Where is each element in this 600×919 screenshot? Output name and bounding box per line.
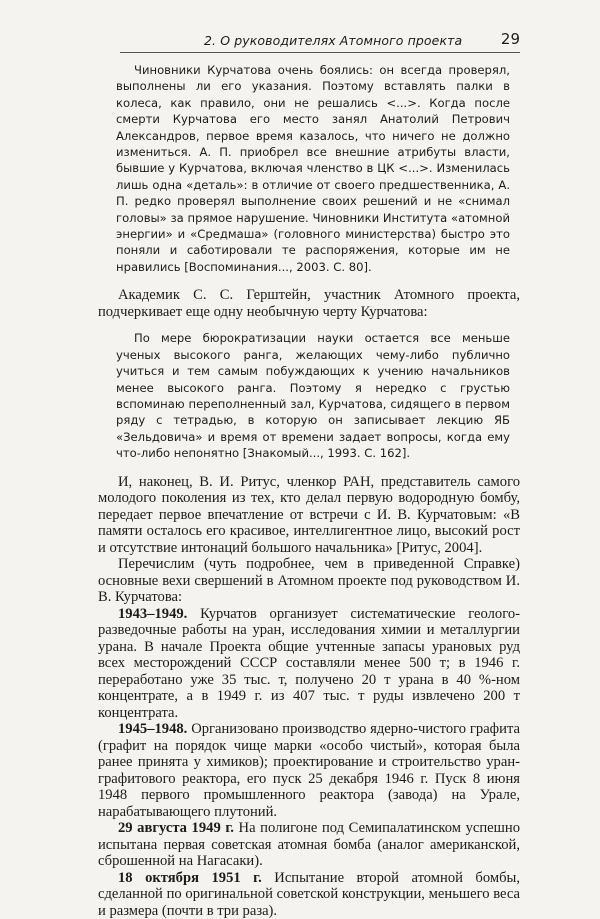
paragraph-ritus: И, наконец, В. И. Ритус, членкор РАН, представитель самого молодого поколения из тех, кто делал первую водородную бомбу, передает первое впечатление от встречи с И. В. Курчатовым: «В памяти осталось его красивое, интеллигентное лицо, высокий рост и отсутствие интонаций большого начальника» [Ритус, 2004]. bbox=[98, 473, 520, 556]
milestone-text: На полигоне под Семипалатинском успешно испытана первая советская атомная бомба (аналог американской, сброшенной на Нагасаки). bbox=[98, 820, 520, 870]
milestone-item bbox=[98, 721, 520, 820]
page-body bbox=[98, 62, 520, 919]
milestone-date: 1943–1949. bbox=[118, 605, 188, 622]
page-header bbox=[120, 30, 520, 53]
running-title: 2. О руководителях Атомного проекта bbox=[204, 33, 463, 48]
quote-kurchatov-officials: Чиновники Курчатова очень боялись: он всегда проверял, выполнены ли его указания. Поэтому вставлять палки в колеса, как правило, они не решались <...>. Когда после смерти Курчатова его место занял Анатолий Петрович Александров, первое время казалось, что ничего не должно измениться. А. П. приобрел все внешние атрибуты власти, бывшие у Курчатова, включая членство в ЦК <...>. Изменилась лишь одна «деталь»: в отличие от своего предшественника, А. П. редко проверял выполнение своих решений и не «снимал головы» за прямое нарушение. Чиновники Института «атомной энергии» и «Средмаша» (головного министерства) быстро это поняли и саботировали те распоряжения, которые им не нравились [Воспоминания..., 2003. С. 80]. bbox=[116, 63, 510, 274]
milestone-date: 29 августа 1949 г. bbox=[118, 820, 234, 837]
milestone-item bbox=[98, 870, 520, 919]
milestone-date: 18 октября 1951 г. bbox=[118, 869, 262, 886]
milestone-text: Курчатов организует систематические геолого-разведочные работы на уран, исследования химии и металлургии урана. В начале Проекта общие учтенные запасы урановых руд всех месторождений СССР составляли менее 500 т; в 1946 г. переработано уже 35 тыс. т, получено 20 т урана в 40 %-ном концентрате, а в 1949 г. из 407 тыс. т руды извлечено 200 т концентрата. bbox=[98, 605, 520, 721]
milestone-text: Организовано производство ядерно-чистого графита (графит на порядок чище марки «особо чистый», которая была ранее принята у химиков); проектирование и строительство уран-графитового реактора, его пуск 25 декабря 1946 г. Пуск 8 июня 1948 первого промышленного реактора (завода) на Урале, нарабатывающего плутоний. bbox=[98, 721, 520, 820]
page-number: 29 bbox=[500, 30, 520, 48]
milestone-text: Испытание второй атомной бомбы, сделанной по оригинальной советской конструкции, меньшего веса и размера (почти в три раза). bbox=[98, 869, 520, 919]
milestone-item bbox=[98, 606, 520, 722]
milestone-date: 1945–1948. bbox=[118, 721, 188, 738]
milestone-item bbox=[98, 820, 520, 870]
paragraph-milestones-intro: Перечислим (чуть подробнее, чем в приведенной Справке) основные вехи свершений в Атомном проекте под руководством И. В. Курчатова: bbox=[98, 556, 520, 606]
paragraph-gershtein-intro: Академик С. С. Герштейн, участник Атомного проекта, подчеркивает еще одну необычную черту Курчатова: bbox=[98, 287, 520, 320]
quote-gershtein: По мере бюрократизации науки остается все меньше ученых высокого ранга, желающих чему-либо публично учиться и тем самым побуждающих к учению начальников менее высокого ранга. Поэтому я нередко с грустью вспоминаю переполненный зал, Курчатова, сидящего в первом ряду с тетрадью, в которую он записывает лекцию ЯБ «Зельдовича» и время от времени задает вопросы, когда ему что-либо непонятно [Знакомый..., 1993. С. 162]. bbox=[116, 331, 510, 461]
